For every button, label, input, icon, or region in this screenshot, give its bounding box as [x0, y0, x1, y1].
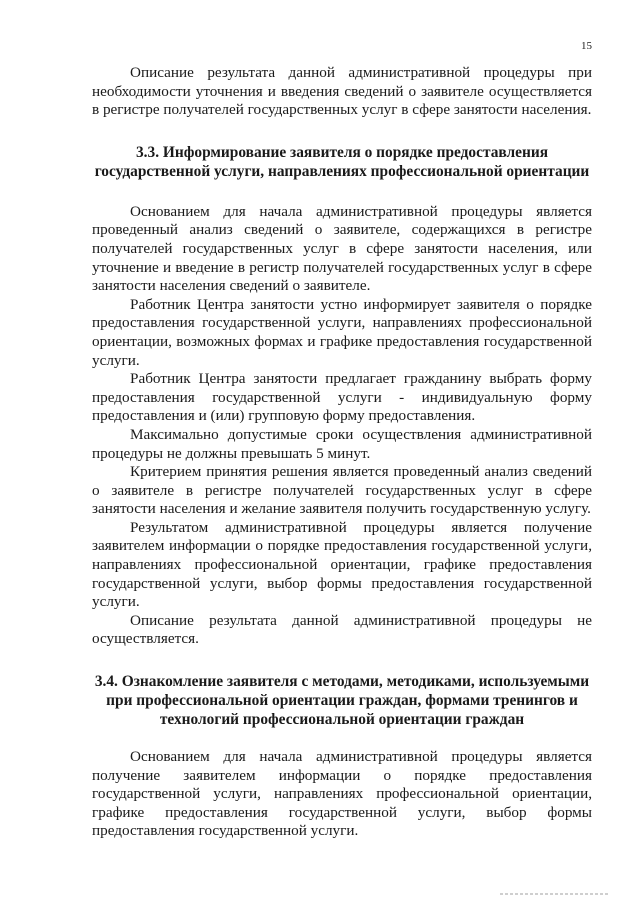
section-3-3-paragraph: Основанием для начала административной процедуры является проведенный анализ сведений о заявителе, содержащихся в регистре получателей государственных услуг в сфере занятости населения, или уточнение и введение в регистр получателей государственных услуг в сфере занятости населения сведений о заявителе.: [92, 202, 592, 295]
section-3-3-paragraph: Описание результата данной административной процедуры не осуществляется.: [92, 611, 592, 648]
intro-paragraph: Описание результата данной административной процедуры при необходимости уточнения и введения сведений о заявителе осуществляется в регистре получателей государственных услуг в сфере занятости населения.: [92, 64, 592, 119]
section-3-3-paragraph: Работник Центра занятости предлагает гражданину выбрать форму предоставления государственной услуги - индивидуальную форму предоставления и (или) групповую форму предоставления.: [92, 370, 592, 425]
section-3-3-paragraph: Критерием принятия решения является проведенный анализ сведений о заявителе в регистре получателей государственных услуг в сфере занятости населения и желание заявителя получить государственную услугу.: [92, 463, 592, 518]
section-3-3-paragraph: Работник Центра занятости устно информирует заявителя о порядке предоставления государственной услуги, направлениях профессиональной ориентации, возможных формах и графике предоставления государственной услуги.: [92, 295, 592, 369]
section-3-3-paragraph: Результатом административной процедуры является получение заявителем информации о порядке предоставления государственной услуги, направлениях профессиональной ориентации, графике предоставления государственной услуги, выбор формы предоставления государственной услуги.: [92, 518, 592, 611]
document-body: [92, 64, 592, 841]
section-3-3-heading: 3.3. Информирование заявителя о порядке предоставления государственной услуги, направлениях профессиональной ориентации: [94, 143, 590, 180]
scan-artifact: [500, 893, 610, 895]
section-3-3-paragraph: Максимально допустимые сроки осуществления административной процедуры не должны превышать 5 минут.: [92, 425, 592, 462]
section-3-4-heading: 3.4. Ознакомление заявителя с методами, методиками, используемыми при профессиональной ориентации граждан, формами тренингов и технологий профессиональной ориентации граждан: [94, 673, 590, 729]
page-number: 15: [581, 40, 592, 52]
section-3-4-paragraph: Основанием для начала административной процедуры является получение заявителем информации о порядке предоставления государственной услуги, направлениях профессиональной ориентации, графике предоставления государственной услуги, выбор формы предоставления государственной услуги.: [92, 748, 592, 840]
